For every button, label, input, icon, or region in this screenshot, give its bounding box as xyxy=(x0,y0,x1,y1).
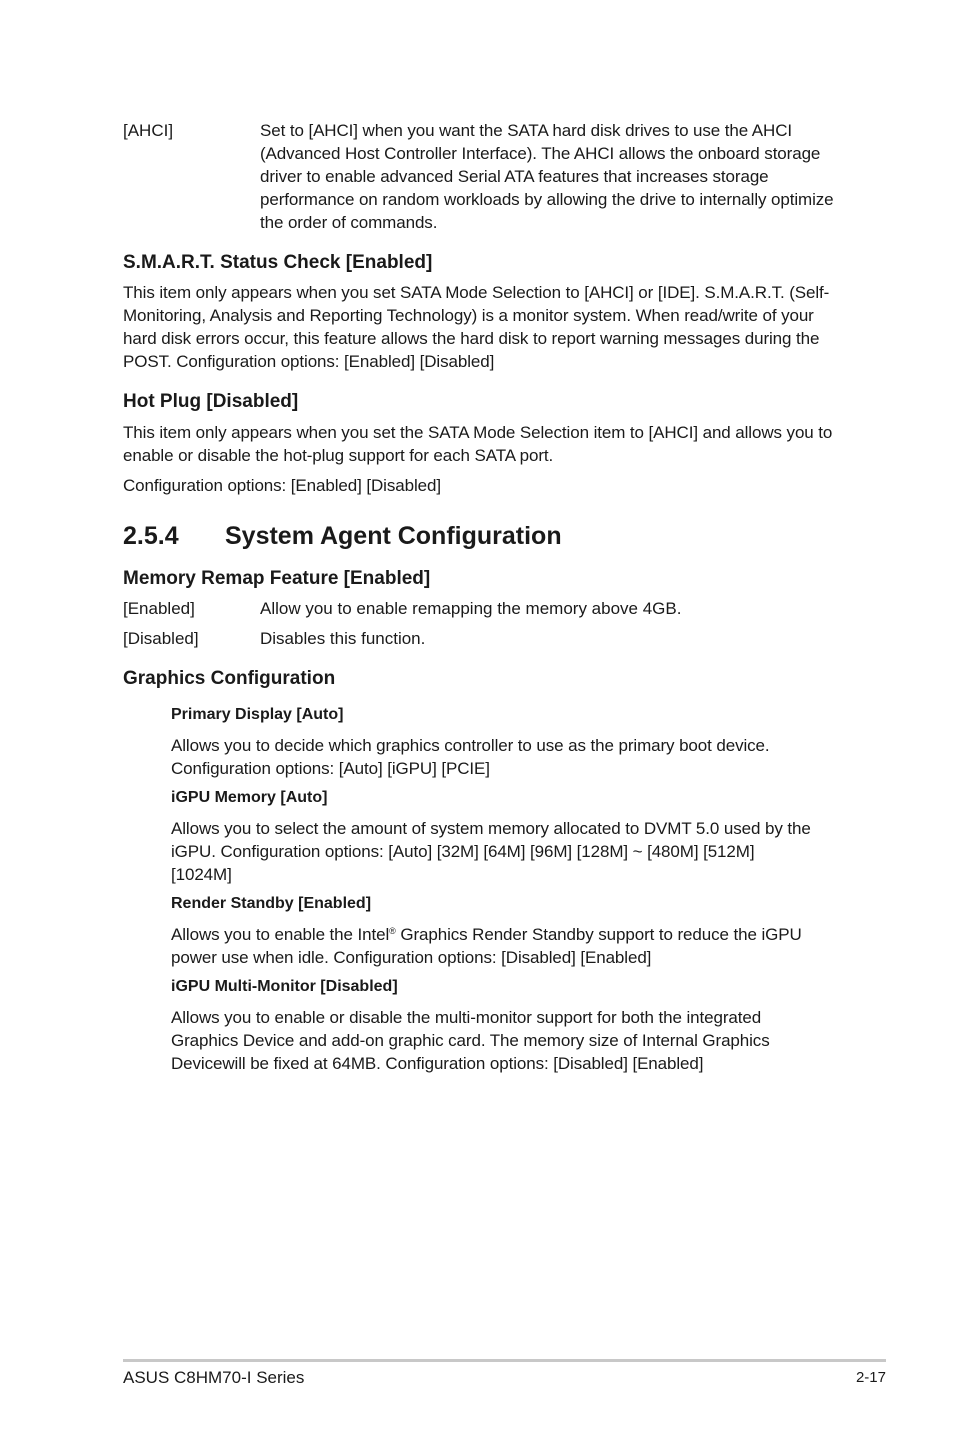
smart-body: This item only appears when you set SATA Mode Selection to [AHCI] or [IDE]. S.M.A.R.T. (Self-Monitoring, Analysis and Reporting Technology) is a monitor system. When read/write of your hard disk errors occur, this feature allows the hard disk to report warning messages during the POST. Configuration options: [Enabled] [Disabled] xyxy=(123,283,830,371)
render-standby-body-end: Graphics Render Standby support to reduce the iGPU power use when idle. Configuration options: [Disabled] [Enabled] xyxy=(171,925,802,967)
multi-monitor-heading: iGPU Multi-Monitor [Disabled] xyxy=(171,978,398,995)
memory-remap-heading: Memory Remap Feature [Enabled] xyxy=(123,568,431,589)
hotplug-options: Configuration options: [Enabled] [Disabled] xyxy=(123,476,441,495)
memory-remap-disabled-desc: Disables this function. xyxy=(260,629,426,648)
memory-remap-disabled-term: [Disabled] xyxy=(123,629,199,648)
ahci-description: Set to [AHCI] when you want the SATA hard disk drives to use the AHCI (Advanced Host Controller Interface). The AHCI allows the onboard storage driver to enable advanced Serial ATA features that increases storage performance on random workloads by allowing the drive to internally optimize the order of commands. xyxy=(260,121,834,232)
multi-monitor-body: Allows you to enable or disable the multi-monitor support for both the integrated Graphics Device and add-on graphic card. The memory size of Internal Graphics Devicewill be fixed at 64MB. Configuration options: [Disabled] [Enabled] xyxy=(171,1008,770,1073)
render-standby-body xyxy=(171,923,831,969)
memory-remap-enabled-term: [Enabled] xyxy=(123,599,195,618)
render-standby-body-start: Allows you to enable the Intel xyxy=(171,925,390,944)
igpu-memory-heading: iGPU Memory [Auto] xyxy=(171,789,328,806)
hotplug-heading: Hot Plug [Disabled] xyxy=(123,391,299,412)
smart-heading: S.M.A.R.T. Status Check [Enabled] xyxy=(123,252,433,273)
render-standby-heading: Render Standby [Enabled] xyxy=(171,895,372,912)
registered-mark: ® xyxy=(389,926,396,936)
ahci-term: [AHCI] xyxy=(123,121,174,140)
section-number: 2.5.4 xyxy=(123,522,179,550)
igpu-memory-body: Allows you to select the amount of system memory allocated to DVMT 5.0 used by the iGPU. Configuration options: [Auto] [32M] [64M] [96M] [128M] ~ [480M] [512M] [1024M] xyxy=(171,819,811,884)
memory-remap-enabled-desc: Allow you to enable remapping the memory above 4GB. xyxy=(260,599,682,618)
primary-display-body: Allows you to decide which graphics controller to use as the primary boot device. Configuration options: [Auto] [iGPU] [PCIE] xyxy=(171,736,770,778)
footer-product-name: ASUS C8HM70-I Series xyxy=(123,1368,305,1387)
footer-page-number: 2-17 xyxy=(855,1369,886,1386)
footer-divider xyxy=(123,1359,886,1362)
graphics-heading: Graphics Configuration xyxy=(123,668,336,689)
primary-display-heading: Primary Display [Auto] xyxy=(171,706,344,723)
section-title-text: System Agent Configuration xyxy=(225,522,562,550)
hotplug-body: This item only appears when you set the SATA Mode Selection item to [AHCI] and allows you to enable or disable the hot-plug support for each SATA port. xyxy=(123,423,833,465)
section-title xyxy=(123,521,562,551)
